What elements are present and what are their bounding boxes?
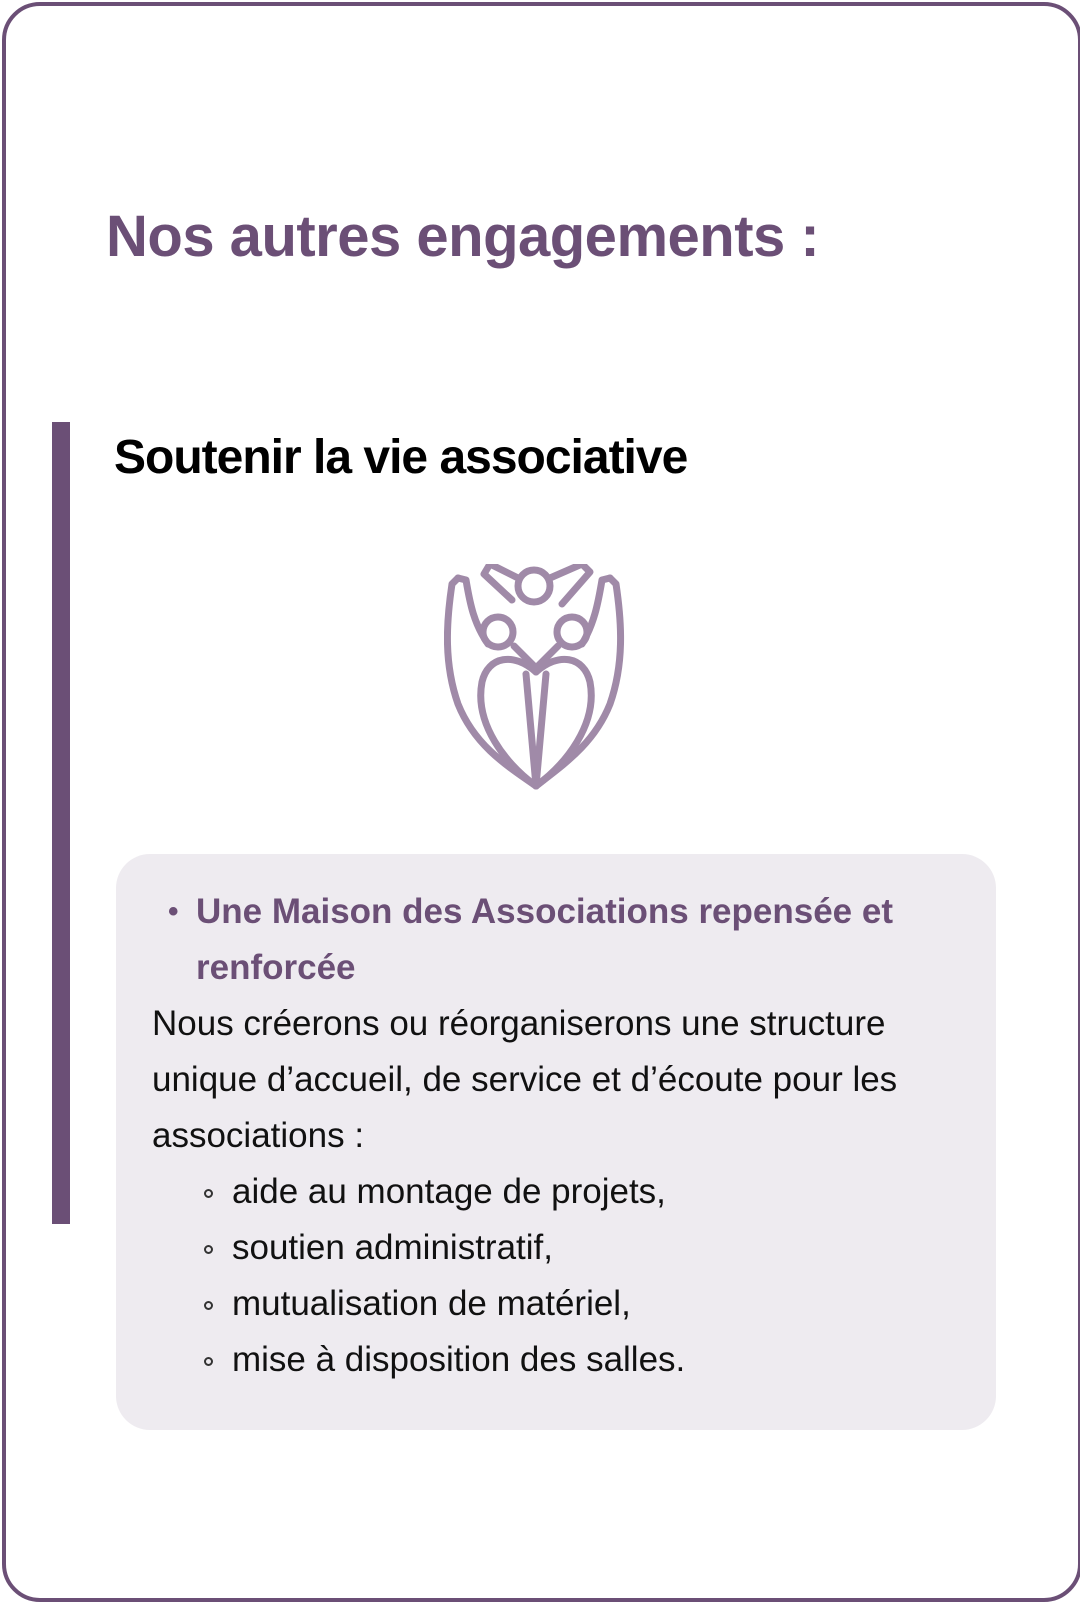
list-item: mutualisation de matériel, — [204, 1276, 685, 1332]
list-item: mise à disposition des salles. — [204, 1332, 685, 1388]
bullet-icon: • — [168, 895, 179, 928]
list-item: soutien administratif, — [204, 1220, 685, 1276]
circle-bullet-icon — [204, 1189, 213, 1198]
headline — [168, 884, 986, 996]
circle-bullet-icon — [204, 1357, 213, 1366]
content-card — [2, 2, 1080, 1602]
info-box — [116, 854, 996, 1430]
headline-text: Une Maison des Associations repensée et renforcée — [196, 892, 893, 987]
body-text: Nous créerons ou réorganiserons une structure unique d’accueil, de service et d’écoute pour les associations : — [152, 1004, 898, 1155]
circle-bullet-icon — [204, 1301, 213, 1310]
section-title: Soutenir la vie associative — [114, 431, 688, 484]
accent-bar — [52, 422, 70, 1224]
circle-bullet-icon — [204, 1245, 213, 1254]
people-heart-icon — [444, 564, 644, 804]
list-item: aide au montage de projets, — [204, 1164, 685, 1220]
sub-list — [204, 1164, 685, 1388]
page-title: Nos autres engagements : — [106, 204, 820, 269]
